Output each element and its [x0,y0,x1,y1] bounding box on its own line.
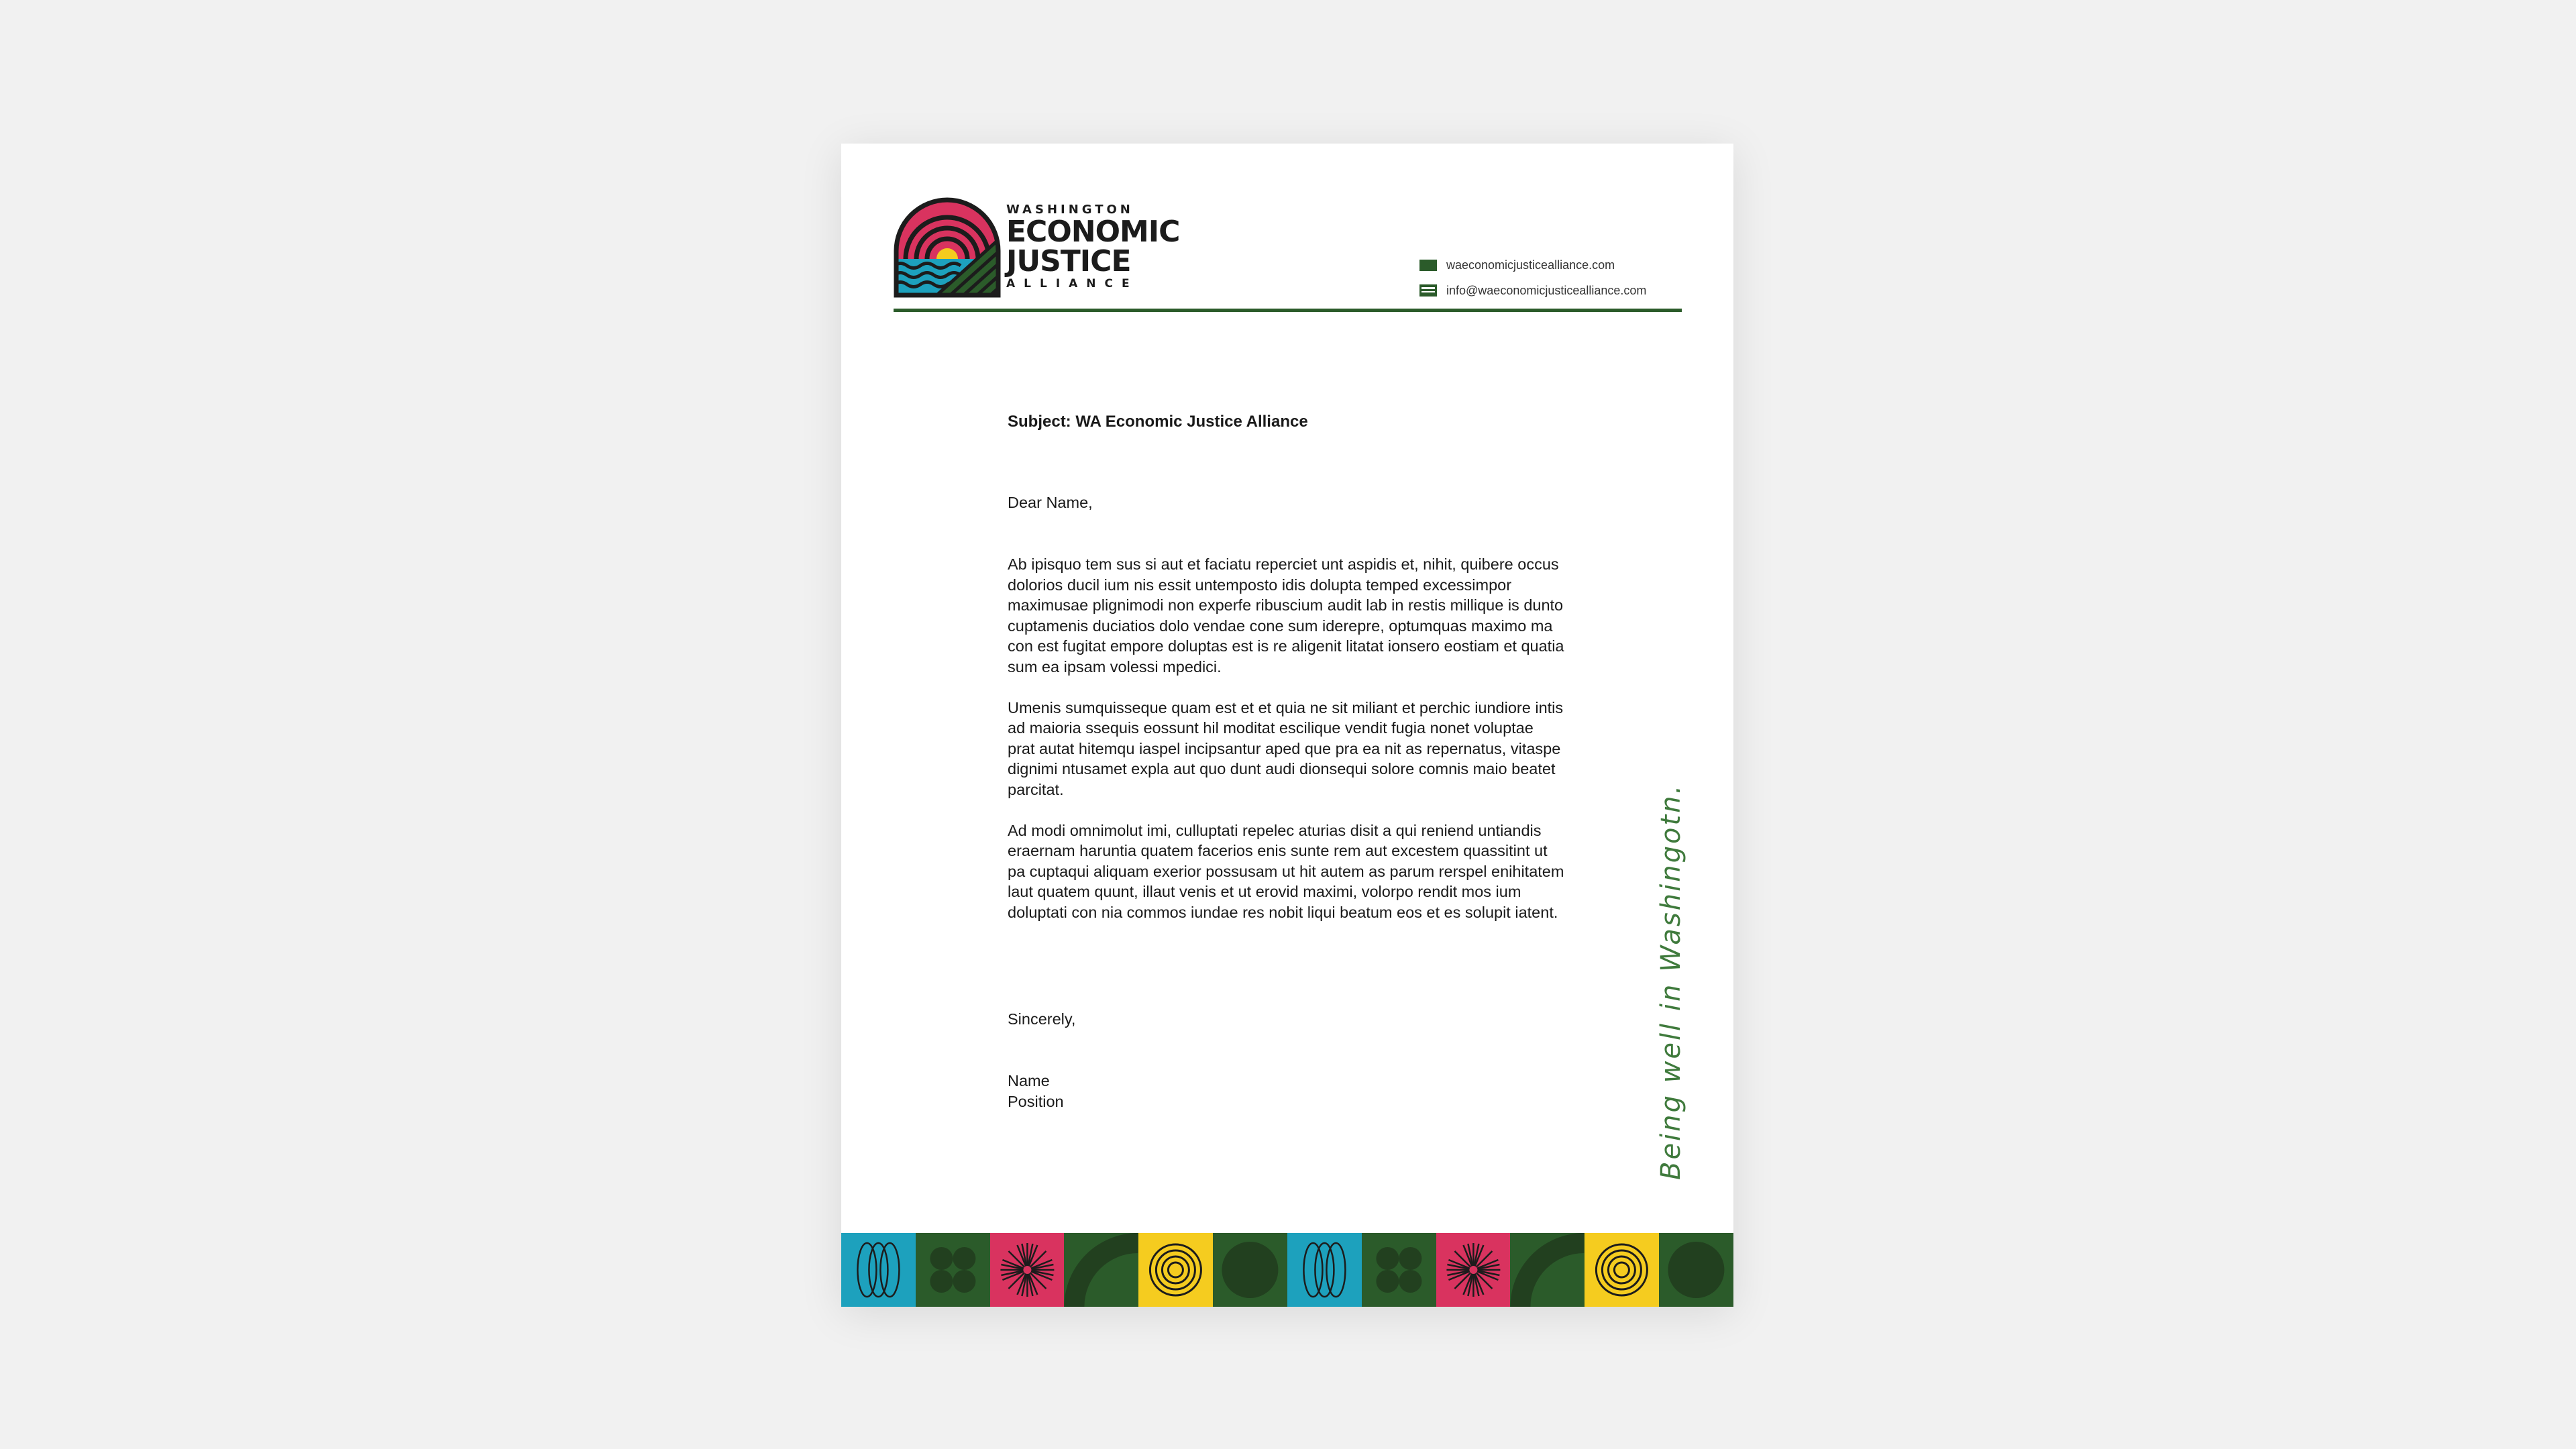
arc-icon [1510,1233,1585,1307]
footer-tile [1436,1233,1511,1307]
mail-icon [1419,284,1437,297]
footer-tile [1213,1233,1287,1307]
tagline: Being well in Washingotn. [1656,783,1686,1180]
logo-wordmark [1006,203,1179,291]
concentric-circles-icon [1585,1233,1659,1307]
signature-name: Name [1008,1072,1050,1089]
starburst-icon [1436,1233,1511,1307]
letterhead-page [841,144,1733,1307]
footer-tile [1064,1233,1138,1307]
contact-website-row [1419,252,1646,278]
logo-line-justice: JUSTICE [1006,244,1131,278]
four-circles-icon [916,1233,990,1307]
signature-position: Position [1008,1093,1064,1110]
letter-paragraph: Ad modi omnimolut imi, culluptati repelec aturias disit a qui reniend untiandis eraernam haruntia quatem facerios enis sunte rem aut excestem quassitint ut pa cuptaqui aliquam exerior possusam ut hit autem as parum rerspel enihitatem laut quatem quunt, illaut venis et ut erovid maximi, volorpo rendit mos ium doluptati con nia commos iundae res nobit liqui beatum eos et es solupit iatent. [1008,821,1564,921]
footer-tile [916,1233,990,1307]
contact-email-row [1419,278,1646,303]
letter-closing: Sincerely, [1008,1010,1076,1028]
letter-paragraph: Umenis sumquisseque quam est et et quia ne sit miliant et perchic iundiore intis ad maioria ssequis eossunt hil moditat escilique vendit fugia nonet voluptae prat autat hitemqu iaspel incipsantur aped que pra ea nit as repernatus, vitaspe dignimi ntusamet expla aut quo dunt audi dionsequi solore comnis maio beatet parcitat. [1008,698,1564,798]
arc-icon [1064,1233,1138,1307]
letter-paragraph: Ab ipisquo tem sus si aut et faciatu reperciet unt aspidis et, nihit, quibere occus dolorios ducil ium nis essit untemposto idis dolupta temped excessimpor maximusae plignimodi non experfe ribuscium audit lab in restis millique is dunto cuptamenis duciatios dolo vendae cone sum iderepre, optumquas maximo ma con est fugitat empore doluptas est is re aligenit litatat ionsero eostiam et quatia sum ea ipsam volessi mpedici. [1008,555,1564,676]
starburst-icon [990,1233,1065,1307]
web-icon [1419,258,1437,272]
ellipses-icon [841,1233,916,1307]
sunrise-wave-icon [894,197,1001,298]
letter-greeting: Dear Name, [1008,494,1093,511]
footer-tile [1585,1233,1659,1307]
four-circles-icon [1362,1233,1436,1307]
concentric-circles-icon [1138,1233,1213,1307]
contact-block [1419,252,1646,303]
circle-icon [1659,1233,1733,1307]
logo-line-alliance: ALLIANCE [1006,277,1138,290]
footer-tile [1659,1233,1733,1307]
footer-tile [1138,1233,1213,1307]
letter-subject: Subject: WA Economic Justice Alliance [1008,413,1308,431]
header-divider [894,309,1682,312]
contact-email[interactable]: info@waeconomicjusticealliance.com [1446,283,1647,297]
footer-tile [1510,1233,1585,1307]
alliance-logo [894,197,1180,302]
footer-tile [990,1233,1065,1307]
footer-tile [1287,1233,1362,1307]
logo-line-economic: ECONOMIC [1006,215,1180,249]
ellipses-icon [1287,1233,1362,1307]
letter-paragraphs [1008,554,1564,943]
logo-line-washington: WASHINGTON [1006,203,1134,217]
footer-tile [1362,1233,1436,1307]
footer-tile [841,1233,916,1307]
pattern-footer [841,1233,1733,1307]
contact-website[interactable]: waeconomicjusticealliance.com [1446,258,1615,272]
circle-icon [1213,1233,1287,1307]
